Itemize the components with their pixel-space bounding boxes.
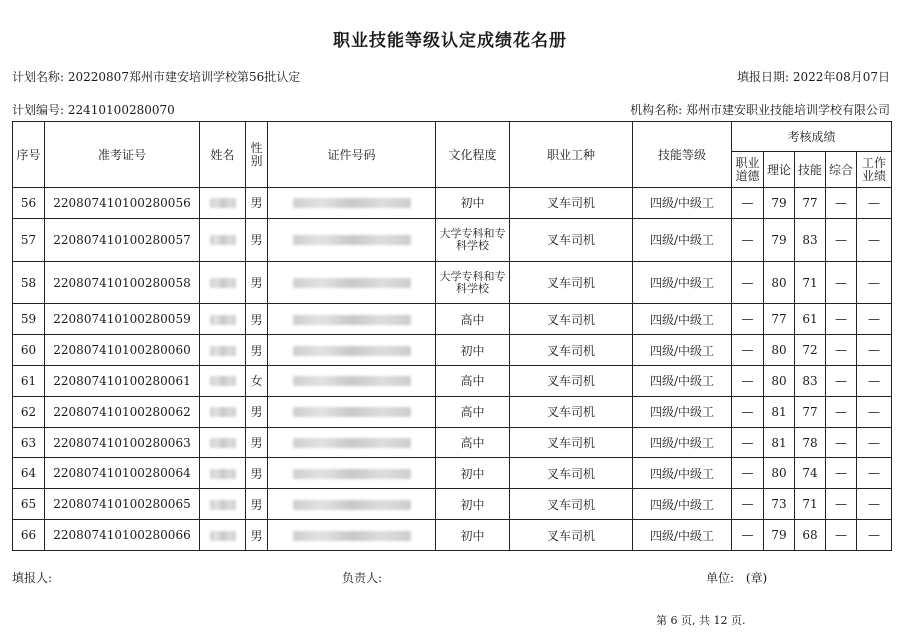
- row-gender: 男: [246, 261, 268, 304]
- redacted-name: [210, 500, 236, 510]
- row-gender: 男: [246, 520, 268, 551]
- row-exam-no: 220807410100280060: [45, 335, 200, 366]
- redacted-name: [210, 469, 236, 479]
- plan-name-line: [12, 68, 300, 85]
- row-gender: 男: [246, 335, 268, 366]
- plan-no-label: 计划编号:: [12, 103, 65, 117]
- responsible-label: 负责人:: [342, 571, 383, 585]
- header-scores: 考核成绩: [732, 122, 892, 152]
- row-comprehensive: —: [826, 489, 857, 520]
- header-id-no: 证件号码: [268, 122, 436, 188]
- table-row: [13, 458, 892, 489]
- row-ethics: —: [732, 396, 764, 427]
- table-row: [13, 427, 892, 458]
- plan-no-value: 22410100280070: [67, 103, 175, 117]
- row-ethics: —: [732, 427, 764, 458]
- row-theory: 80: [764, 458, 795, 489]
- plan-name-value: 20220807郑州市建安培训学校第56批认定: [67, 70, 301, 84]
- row-theory: 81: [764, 427, 795, 458]
- row-name: [200, 261, 246, 304]
- header-gender: 性别: [246, 122, 268, 188]
- fill-date-line: [737, 68, 890, 85]
- redacted-id: [293, 278, 411, 288]
- roster-body: [13, 188, 892, 551]
- row-name: [200, 218, 246, 261]
- row-comprehensive: —: [826, 458, 857, 489]
- redacted-id: [293, 469, 411, 479]
- table-row: [13, 188, 892, 219]
- row-job: 叉车司机: [510, 188, 633, 219]
- redacted-id: [293, 376, 411, 386]
- row-name: [200, 458, 246, 489]
- unit-line: [706, 569, 767, 586]
- row-level: 四级/中级工: [633, 520, 732, 551]
- row-skill: 78: [795, 427, 826, 458]
- row-education: 高中: [436, 304, 510, 335]
- row-comprehensive: —: [826, 396, 857, 427]
- row-performance: —: [857, 261, 892, 304]
- header-seq: 序号: [13, 122, 45, 188]
- row-job: 叉车司机: [510, 489, 633, 520]
- row-id-no: [268, 335, 436, 366]
- row-skill: 71: [795, 489, 826, 520]
- row-id-no: [268, 188, 436, 219]
- redacted-id: [293, 407, 411, 417]
- filler-label: 填报人:: [12, 571, 53, 585]
- row-exam-no: 220807410100280063: [45, 427, 200, 458]
- org-line: [630, 101, 890, 118]
- header-performance: 工作业绩: [857, 152, 892, 188]
- row-name: [200, 427, 246, 458]
- row-exam-no: 220807410100280056: [45, 188, 200, 219]
- redacted-name: [210, 235, 236, 245]
- redacted-id: [293, 346, 411, 356]
- row-performance: —: [857, 366, 892, 397]
- row-job: 叉车司机: [510, 396, 633, 427]
- row-job: 叉车司机: [510, 261, 633, 304]
- row-level: 四级/中级工: [633, 335, 732, 366]
- row-seq: 63: [13, 427, 45, 458]
- row-id-no: [268, 261, 436, 304]
- row-job: 叉车司机: [510, 218, 633, 261]
- redacted-id: [293, 531, 411, 541]
- header-job: 职业工种: [510, 122, 633, 188]
- header-comprehensive: 综合: [826, 152, 857, 188]
- row-skill: 77: [795, 188, 826, 219]
- row-ethics: —: [732, 489, 764, 520]
- table-row: [13, 304, 892, 335]
- row-id-no: [268, 458, 436, 489]
- row-job: 叉车司机: [510, 335, 633, 366]
- row-level: 四级/中级工: [633, 304, 732, 335]
- row-exam-no: 220807410100280065: [45, 489, 200, 520]
- row-level: 四级/中级工: [633, 458, 732, 489]
- row-theory: 79: [764, 520, 795, 551]
- row-job: 叉车司机: [510, 366, 633, 397]
- row-name: [200, 520, 246, 551]
- row-exam-no: 220807410100280061: [45, 366, 200, 397]
- row-comprehensive: —: [826, 520, 857, 551]
- row-job: 叉车司机: [510, 520, 633, 551]
- row-performance: —: [857, 396, 892, 427]
- row-seq: 62: [13, 396, 45, 427]
- row-ethics: —: [732, 261, 764, 304]
- row-gender: 女: [246, 366, 268, 397]
- row-theory: 77: [764, 304, 795, 335]
- redacted-name: [210, 407, 236, 417]
- row-name: [200, 188, 246, 219]
- row-theory: 80: [764, 335, 795, 366]
- row-theory: 80: [764, 366, 795, 397]
- row-exam-no: 220807410100280062: [45, 396, 200, 427]
- seal-label: (章): [745, 571, 768, 585]
- row-comprehensive: —: [826, 366, 857, 397]
- redacted-name: [210, 278, 236, 288]
- row-education: 大学专科和专科学校: [436, 261, 510, 304]
- row-level: 四级/中级工: [633, 396, 732, 427]
- row-seq: 60: [13, 335, 45, 366]
- header-exam-no: 准考证号: [45, 122, 200, 188]
- header-education: 文化程度: [436, 122, 510, 188]
- row-id-no: [268, 304, 436, 335]
- row-seq: 61: [13, 366, 45, 397]
- row-seq: 59: [13, 304, 45, 335]
- row-id-no: [268, 489, 436, 520]
- row-id-no: [268, 520, 436, 551]
- row-skill: 61: [795, 304, 826, 335]
- row-skill: 72: [795, 335, 826, 366]
- redacted-name: [210, 346, 236, 356]
- row-comprehensive: —: [826, 188, 857, 219]
- row-level: 四级/中级工: [633, 261, 732, 304]
- row-job: 叉车司机: [510, 304, 633, 335]
- row-name: [200, 489, 246, 520]
- row-gender: 男: [246, 304, 268, 335]
- row-comprehensive: —: [826, 261, 857, 304]
- row-performance: —: [857, 304, 892, 335]
- row-comprehensive: —: [826, 427, 857, 458]
- row-performance: —: [857, 218, 892, 261]
- unit-label: 单位:: [706, 571, 735, 585]
- row-education: 高中: [436, 396, 510, 427]
- row-level: 四级/中级工: [633, 188, 732, 219]
- table-row: [13, 261, 892, 304]
- row-name: [200, 304, 246, 335]
- row-education: 高中: [436, 427, 510, 458]
- row-theory: 80: [764, 261, 795, 304]
- row-seq: 56: [13, 188, 45, 219]
- table-row: [13, 520, 892, 551]
- row-level: 四级/中级工: [633, 427, 732, 458]
- fill-date-label: 填报日期:: [737, 70, 790, 84]
- row-comprehensive: —: [826, 218, 857, 261]
- document-title: 职业技能等级认定成绩花名册: [333, 31, 567, 51]
- row-ethics: —: [732, 458, 764, 489]
- row-exam-no: 220807410100280058: [45, 261, 200, 304]
- score-roster-table: [12, 121, 892, 551]
- row-job: 叉车司机: [510, 458, 633, 489]
- row-education: 高中: [436, 366, 510, 397]
- table-row: [13, 489, 892, 520]
- fill-date-value: 2022年08月07日: [792, 70, 890, 84]
- plan-no-line: [12, 101, 175, 118]
- row-performance: —: [857, 458, 892, 489]
- row-performance: —: [857, 520, 892, 551]
- header-theory: 理论: [764, 152, 795, 188]
- row-seq: 57: [13, 218, 45, 261]
- table-row: [13, 335, 892, 366]
- row-exam-no: 220807410100280059: [45, 304, 200, 335]
- row-comprehensive: —: [826, 304, 857, 335]
- row-exam-no: 220807410100280064: [45, 458, 200, 489]
- row-performance: —: [857, 335, 892, 366]
- row-ethics: —: [732, 335, 764, 366]
- row-theory: 79: [764, 218, 795, 261]
- row-id-no: [268, 218, 436, 261]
- row-ethics: —: [732, 520, 764, 551]
- row-name: [200, 335, 246, 366]
- row-skill: 77: [795, 396, 826, 427]
- row-seq: 58: [13, 261, 45, 304]
- row-gender: 男: [246, 489, 268, 520]
- row-education: 初中: [436, 489, 510, 520]
- row-exam-no: 220807410100280057: [45, 218, 200, 261]
- row-ethics: —: [732, 218, 764, 261]
- row-education: 初中: [436, 188, 510, 219]
- row-theory: 79: [764, 188, 795, 219]
- redacted-name: [210, 198, 236, 208]
- row-gender: 男: [246, 458, 268, 489]
- row-skill: 83: [795, 218, 826, 261]
- row-skill: 83: [795, 366, 826, 397]
- redacted-id: [293, 438, 411, 448]
- row-theory: 81: [764, 396, 795, 427]
- redacted-id: [293, 315, 411, 325]
- row-education: 初中: [436, 458, 510, 489]
- row-performance: —: [857, 427, 892, 458]
- redacted-name: [210, 315, 236, 325]
- row-ethics: —: [732, 304, 764, 335]
- row-education: 大学专科和专科学校: [436, 218, 510, 261]
- row-gender: 男: [246, 427, 268, 458]
- row-skill: 68: [795, 520, 826, 551]
- row-level: 四级/中级工: [633, 366, 732, 397]
- row-comprehensive: —: [826, 335, 857, 366]
- table-row: [13, 366, 892, 397]
- row-performance: —: [857, 188, 892, 219]
- row-performance: —: [857, 489, 892, 520]
- row-skill: 74: [795, 458, 826, 489]
- header-skill: 技能: [795, 152, 826, 188]
- redacted-id: [293, 198, 411, 208]
- org-value: 郑州市建安职业技能培训学校有限公司: [685, 103, 890, 117]
- row-gender: 男: [246, 188, 268, 219]
- row-exam-no: 220807410100280066: [45, 520, 200, 551]
- row-education: 初中: [436, 335, 510, 366]
- row-level: 四级/中级工: [633, 489, 732, 520]
- row-gender: 男: [246, 396, 268, 427]
- table-row: [13, 218, 892, 261]
- redacted-name: [210, 376, 236, 386]
- header-ethics: 职业道德: [732, 152, 764, 188]
- row-id-no: [268, 366, 436, 397]
- plan-name-label: 计划名称:: [12, 70, 65, 84]
- redacted-name: [210, 531, 236, 541]
- row-name: [200, 396, 246, 427]
- row-ethics: —: [732, 188, 764, 219]
- row-seq: 65: [13, 489, 45, 520]
- row-gender: 男: [246, 218, 268, 261]
- row-level: 四级/中级工: [633, 218, 732, 261]
- table-row: [13, 396, 892, 427]
- row-skill: 71: [795, 261, 826, 304]
- row-ethics: —: [732, 366, 764, 397]
- redacted-name: [210, 438, 236, 448]
- header-name: 姓名: [200, 122, 246, 188]
- row-seq: 64: [13, 458, 45, 489]
- page-info: 第 6 页, 共 12 页.: [656, 614, 746, 627]
- row-name: [200, 366, 246, 397]
- row-theory: 73: [764, 489, 795, 520]
- row-id-no: [268, 427, 436, 458]
- row-education: 初中: [436, 520, 510, 551]
- row-seq: 66: [13, 520, 45, 551]
- redacted-id: [293, 500, 411, 510]
- row-id-no: [268, 396, 436, 427]
- org-label: 机构名称:: [630, 103, 683, 117]
- row-job: 叉车司机: [510, 427, 633, 458]
- header-level: 技能等级: [633, 122, 732, 188]
- redacted-id: [293, 235, 411, 245]
